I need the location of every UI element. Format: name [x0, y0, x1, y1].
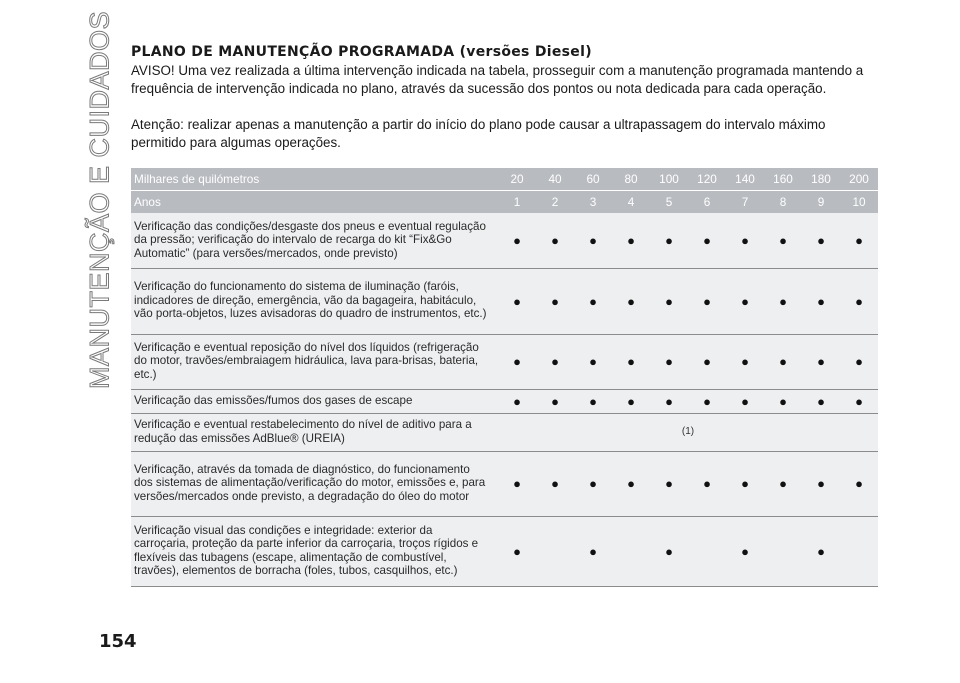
scheduled-dot-icon: ● — [498, 451, 536, 516]
scheduled-dot-icon: ● — [650, 334, 688, 389]
scheduled-dot-icon: ● — [574, 516, 612, 586]
scheduled-dot-icon: ● — [612, 268, 650, 334]
scheduled-dot-icon: ● — [574, 268, 612, 334]
table-row — [131, 389, 878, 413]
maintenance-table-header — [131, 168, 878, 213]
operation-description: Verificação, através da tomada de diagnóstico, do funcionamento dos sistemas de alimentação/verificação do motor, emissões e, para versões/mercados onde previsto, a degradação do óleo do motor — [131, 451, 498, 516]
scheduled-dot-icon: ● — [498, 516, 536, 586]
scheduled-dot-icon: ● — [574, 451, 612, 516]
scheduled-dot-icon: ● — [726, 334, 764, 389]
operation-description: Verificação das condições/desgaste dos pneus e eventual regulação da pressão; verificação do intervalo de recarga do kit “Fix&Go Automatic” (para versões/mercados, onde previsto) — [131, 213, 498, 268]
scheduled-dot-icon: ● — [726, 389, 764, 413]
warning-paragraph: AVISO! Uma vez realizada a última intervenção indicada na tabela, prosseguir com a manutenção programada mantendo a frequência de intervenção indicada no plano, através da sucessão dos pontos ou nota dedicada para cada operação. — [131, 63, 864, 96]
scheduled-dot-icon: ● — [574, 389, 612, 413]
main-content — [131, 44, 878, 587]
scheduled-dot-icon: ● — [612, 334, 650, 389]
scheduled-dot-icon: ● — [802, 268, 840, 334]
scheduled-dot-icon: ● — [650, 213, 688, 268]
scheduled-dot-icon: ● — [536, 213, 574, 268]
section-side-title — [70, 10, 130, 390]
scheduled-dot-icon: ● — [764, 389, 802, 413]
operation-description: Verificação do funcionamento do sistema de iluminação (faróis, indicadores de direção, emergência, vão da bagageira, habitáculo, vão porta-objetos, luzes avisadoras do quadro de instrumentos, etc.) — [131, 268, 498, 334]
km-header-cell: 160 — [764, 168, 802, 191]
km-header-cell: 120 — [688, 168, 726, 191]
km-header-cell: 140 — [726, 168, 764, 191]
maintenance-table-body — [131, 213, 878, 586]
empty-cell — [688, 516, 726, 586]
scheduled-dot-icon: ● — [650, 516, 688, 586]
scheduled-dot-icon: ● — [650, 268, 688, 334]
scheduled-dot-icon: ● — [688, 213, 726, 268]
scheduled-dot-icon: ● — [612, 389, 650, 413]
table-row — [131, 451, 878, 516]
scheduled-dot-icon: ● — [612, 451, 650, 516]
scheduled-dot-icon: ● — [574, 213, 612, 268]
years-header-label: Anos — [131, 191, 498, 214]
table-row — [131, 268, 878, 334]
scheduled-dot-icon: ● — [802, 213, 840, 268]
section-side-title-text: MANUTENÇÃO E CUIDADOS — [84, 10, 115, 390]
scheduled-dot-icon: ● — [650, 389, 688, 413]
year-header-cell: 8 — [764, 191, 802, 214]
scheduled-dot-icon: ● — [840, 451, 878, 516]
km-header-cell: 100 — [650, 168, 688, 191]
scheduled-dot-icon: ● — [726, 451, 764, 516]
table-row — [131, 413, 878, 451]
scheduled-dot-icon: ● — [764, 334, 802, 389]
scheduled-dot-icon: ● — [802, 334, 840, 389]
year-header-cell: 10 — [840, 191, 878, 214]
scheduled-dot-icon: ● — [536, 451, 574, 516]
scheduled-dot-icon: ● — [498, 213, 536, 268]
attention-paragraph: Atenção: realizar apenas a manutenção a partir do início do plano pode causar a ultrapassagem do intervalo máximo permitido para algumas operações. — [131, 117, 826, 150]
year-header-cell: 1 — [498, 191, 536, 214]
km-header-row — [131, 168, 878, 191]
scheduled-dot-icon: ● — [498, 334, 536, 389]
page-number: 154 — [99, 631, 137, 652]
year-header-cell: 3 — [574, 191, 612, 214]
scheduled-dot-icon: ● — [688, 268, 726, 334]
table-row — [131, 334, 878, 389]
scheduled-dot-icon: ● — [802, 389, 840, 413]
year-header-cell: 4 — [612, 191, 650, 214]
scheduled-dot-icon: ● — [574, 334, 612, 389]
km-header-cell: 40 — [536, 168, 574, 191]
scheduled-dot-icon: ● — [840, 389, 878, 413]
scheduled-dot-icon: ● — [840, 213, 878, 268]
empty-cell — [840, 516, 878, 586]
km-header-cell: 20 — [498, 168, 536, 191]
year-header-cell: 2 — [536, 191, 574, 214]
scheduled-dot-icon: ● — [726, 516, 764, 586]
scheduled-dot-icon: ● — [726, 268, 764, 334]
km-header-cell: 80 — [612, 168, 650, 191]
year-header-cell: 9 — [802, 191, 840, 214]
scheduled-dot-icon: ● — [688, 389, 726, 413]
scheduled-dot-icon: ● — [802, 451, 840, 516]
scheduled-dot-icon: ● — [536, 389, 574, 413]
scheduled-dot-icon: ● — [764, 213, 802, 268]
operation-description: Verificação das emissões/fumos dos gases de escape — [131, 389, 498, 413]
scheduled-dot-icon: ● — [688, 451, 726, 516]
scheduled-dot-icon: ● — [840, 334, 878, 389]
scheduled-dot-icon: ● — [840, 268, 878, 334]
maintenance-table — [131, 168, 878, 587]
scheduled-dot-icon: ● — [726, 213, 764, 268]
table-row — [131, 213, 878, 268]
years-header-row — [131, 191, 878, 214]
km-header-cell: 180 — [802, 168, 840, 191]
year-header-cell: 5 — [650, 191, 688, 214]
scheduled-dot-icon: ● — [536, 268, 574, 334]
operation-description: Verificação visual das condições e integridade: exterior da carroçaria, proteção da parte inferior da carroçaria, troços rígidos e flexíveis das tubagens (escape, alimentação de combustível, travões), elementos de borracha (foles, tubos, casquilhos, etc.) — [131, 516, 498, 586]
footnote-reference: (1) — [498, 413, 878, 451]
empty-cell — [612, 516, 650, 586]
table-row — [131, 516, 878, 586]
empty-cell — [764, 516, 802, 586]
operation-description: Verificação e eventual reposição do nível dos líquidos (refrigeração do motor, travões/embraiagem hidráulica, lava para-brisas, bateria, etc.) — [131, 334, 498, 389]
scheduled-dot-icon: ● — [764, 268, 802, 334]
km-header-cell: 60 — [574, 168, 612, 191]
scheduled-dot-icon: ● — [498, 389, 536, 413]
scheduled-dot-icon: ● — [688, 334, 726, 389]
km-header-cell: 200 — [840, 168, 878, 191]
scheduled-dot-icon: ● — [802, 516, 840, 586]
operation-description: Verificação e eventual restabelecimento do nível de aditivo para a redução das emissões AdBlue® (UREIA) — [131, 413, 498, 451]
km-header-label: Milhares de quilómetros — [131, 168, 498, 191]
scheduled-dot-icon: ● — [498, 268, 536, 334]
year-header-cell: 6 — [688, 191, 726, 214]
empty-cell — [536, 516, 574, 586]
scheduled-dot-icon: ● — [536, 334, 574, 389]
page-heading: PLANO DE MANUTENÇÃO PROGRAMADA (versões Diesel) — [131, 44, 592, 60]
scheduled-dot-icon: ● — [650, 451, 688, 516]
year-header-cell: 7 — [726, 191, 764, 214]
scheduled-dot-icon: ● — [612, 213, 650, 268]
scheduled-dot-icon: ● — [764, 451, 802, 516]
